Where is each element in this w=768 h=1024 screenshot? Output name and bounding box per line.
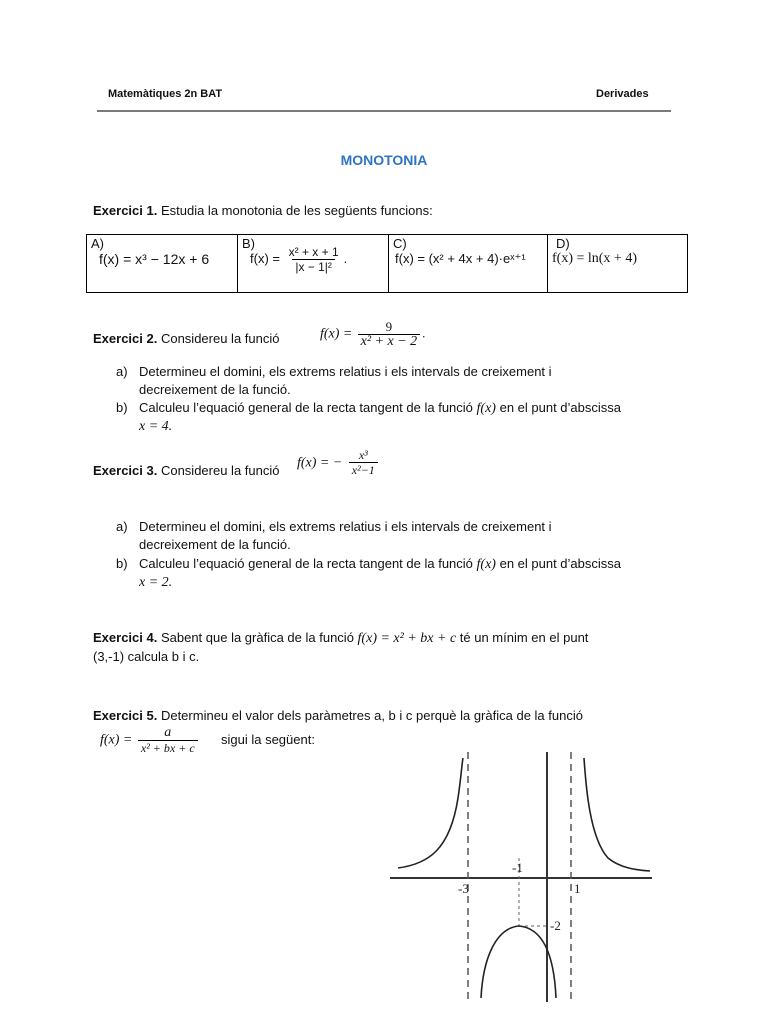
exercise-2-denominator: x² + x − 2 [358,334,421,349]
exercise-5-formula [100,726,200,755]
exercise-4-label: Exercici 4. [93,630,158,645]
cell-b-numerator: x² + x + 1 [288,245,339,259]
exercise-5-graph [388,748,656,1004]
cell-b-fraction [286,245,342,274]
cell-c [389,235,548,293]
exercise-4-pre: Sabent que la gràfica de la funció [160,630,354,645]
exercise-3-formula [297,448,380,477]
exercise-4-formula: f(x) = x² + bx + c [357,631,457,646]
exercise-2-statement [93,330,279,348]
cell-a-formula: f(x) = x³ − 12x + 6 [99,251,210,267]
exercise-4-line2: (3,-1) calcula b i c. [93,649,200,664]
exercise-3-statement [93,462,279,480]
exercise-1-table [86,234,688,293]
cell-b [238,235,389,293]
exercise-3-item-b-body [139,555,684,592]
exercise-1-label: Exercici 1. [93,203,158,218]
cell-b-denominator: |x − 1|² [292,259,335,274]
exercise-3-denominator: x²−1 [349,462,378,477]
exercise-3-item-a-body [139,518,684,554]
exercise-2-label: Exercici 2. [93,331,158,346]
tick-label-minus3: -3 [458,881,469,896]
cell-b-lhs: f(x) = [250,250,280,266]
exercise-2-item-a-line2: decreixement de la funció. [139,382,291,397]
exercise-3-numerator: x³ [358,448,368,462]
exercise-2-item-a-body [139,363,684,399]
tick-label-minus2: -2 [550,918,561,933]
exercise-2-fraction [358,320,421,349]
exercise-1-statement [93,202,433,220]
exercise-5-text: Determineu el valor dels paràmetres a, b i c perquè la gràfica de la funció [160,708,583,723]
tick-label-minus1: -1 [512,860,523,875]
header-topic: Derivades [596,88,649,100]
exercise-3-item-b-line1 [139,555,684,574]
exercise-3-text: Considereu la funció [160,463,280,478]
exercise-5-numerator: a [164,725,172,740]
exercise-2-item-b-body [139,399,684,436]
exercise-2-item-b-pre: Calculeu l’equació general de la recta tangent de la funció [139,400,473,415]
exercise-2-formula [320,320,425,349]
header-rule [97,110,671,112]
exercise-2-item-a-label: a) [116,364,128,379]
exercise-3-item-b-f: f(x) [476,557,496,572]
cell-c-label: C) [393,236,407,251]
tick-label-1: 1 [574,881,581,896]
exercise-5-fraction [138,726,198,755]
exercise-3-fraction [349,448,378,477]
cell-d-formula: f(x) = ln(x + 4) [552,251,637,266]
exercise-3-item-b-post: en el punt d’abscissa [499,556,622,571]
cell-a [87,235,238,293]
exercise-2-text: Considereu la funció [160,331,280,346]
cell-b-formula [242,245,348,274]
exercise-2-item-b-label: b) [116,400,128,415]
exercise-3-lhs: f(x) = − [297,455,343,471]
exercise-2-lhs: f(x) = [320,326,353,342]
cell-d [548,235,688,293]
exercise-5-lhs: f(x) = [100,732,133,748]
cell-a-label: A) [91,236,104,251]
exercise-2-item-a-line1: Determineu el domini, els extrems relatius i els intervals de creixement i [139,364,552,379]
exercise-3-item-b-label: b) [116,556,128,571]
curve-middle-branch [481,926,556,998]
curve-right-branch [584,758,650,871]
exercise-4-statement [93,629,673,666]
header-subject: Matemàtiques 2n BAT [108,88,223,100]
cell-b-label: B) [242,236,255,251]
cell-b-tail: . [343,250,348,266]
exercise-3-item-b-pre: Calculeu l’equació general de la recta tangent de la funció [139,556,473,571]
cell-c-formula: f(x) = (x² + 4x + 4)·eˣ⁺¹ [395,251,526,266]
exercise-2-item-b-line2: x = 4. [139,419,173,434]
exercise-2-item-b-f: f(x) [476,401,496,416]
exercise-4-post: té un mínim en el punt [459,630,589,645]
exercise-2-item-b-line1 [139,399,684,418]
cell-d-label: D) [556,236,570,251]
exercise-4-line1 [93,629,673,648]
exercise-2-tail: . [422,325,426,341]
exercise-5-after: sigui la següent: [221,732,315,747]
exercise-3-label: Exercici 3. [93,463,158,478]
curve-left-branch [398,758,463,868]
exercise-5-statement [93,707,583,725]
exercise-5-denominator: x² + bx + c [138,740,198,755]
exercise-1-text: Estudia la monotonia de les següents funcions: [160,203,433,218]
exercise-3-item-a-label: a) [116,519,128,534]
exercise-5-label: Exercici 5. [93,708,158,723]
exercise-3-item-a-line1: Determineu el domini, els extrems relatius i els intervals de creixement i [139,519,552,534]
exercise-3-item-a-line2: decreixement de la funció. [139,537,291,552]
page-title: MONOTONIA [340,152,428,168]
exercise-2-item-b-post: en el punt d’abscissa [499,400,622,415]
exercise-2-numerator: 9 [385,319,393,334]
exercise-3-item-b-line2: x = 2. [139,575,173,590]
